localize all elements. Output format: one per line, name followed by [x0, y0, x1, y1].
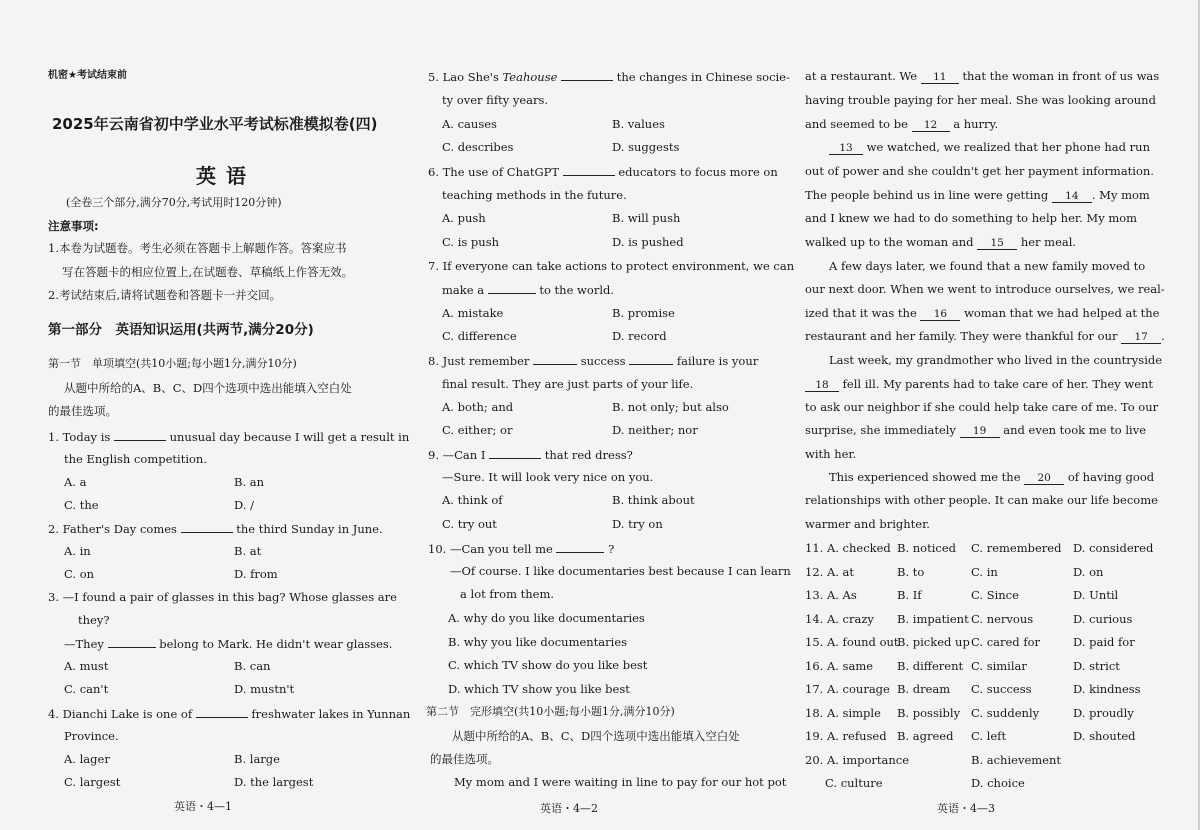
cloze-option-d[interactable]: D. strict [1073, 658, 1120, 673]
question-9: 9. —Can I that red dress? [428, 448, 633, 462]
page-footer: 英语・4—1 [174, 800, 232, 813]
column-1 [48, 0, 411, 830]
question-7: 7. If everyone can take actions to protect environment, we can [428, 259, 795, 273]
passage-line: with her. [805, 447, 857, 461]
cloze-option-c[interactable]: C. nervous [971, 611, 1034, 626]
cloze-option-c[interactable]: C. in [971, 564, 998, 579]
question-line: teaching methods in the future. [442, 188, 627, 202]
cloze-blank-18[interactable]: 18 [805, 379, 839, 392]
option-c[interactable]: C. which TV show do you like best [448, 658, 648, 672]
passage-line: My mom and I were waiting in line to pay for our hot pot [454, 775, 787, 789]
passage-line: ized that it was the 16 woman that we had helped at the [805, 306, 1160, 320]
cloze-option-c[interactable]: C. success [971, 682, 1032, 696]
subject-title: 英语 [196, 164, 256, 188]
option-b[interactable]: B. think about [612, 493, 695, 507]
answer-blank[interactable] [533, 352, 577, 365]
page-footer: 英语・4—2 [540, 802, 598, 815]
option-d[interactable]: D. / [234, 498, 254, 512]
cloze-option-a[interactable]: 19. A. refused [805, 729, 887, 743]
cloze-option-a[interactable]: 16. A. same [805, 658, 874, 673]
passage-line: walked up to the woman and 15 her meal. [805, 235, 1077, 249]
cloze-option-c[interactable]: C. Since [971, 588, 1019, 602]
part1-title: 第一部分 英语知识运用(共两节,满分20分) [48, 322, 314, 338]
cloze-option-d[interactable]: D. curious [1073, 611, 1133, 626]
option-a[interactable]: A. both; and [442, 400, 514, 414]
passage-line: 13 we watched, we realized that her phone had run [829, 139, 1150, 155]
option-d[interactable]: D. neither; nor [612, 423, 698, 437]
cloze-option-a[interactable]: 18. A. simple [805, 705, 881, 720]
cloze-option-a[interactable]: 12. A. at [805, 564, 855, 579]
cloze-option-c[interactable]: C. suddenly [971, 705, 1040, 720]
answer-blank[interactable] [488, 281, 536, 294]
section2-instruction: 的最佳选项。 [430, 752, 499, 766]
cloze-option-d[interactable]: D. choice [971, 776, 1025, 790]
option-a[interactable]: A. think of [442, 493, 503, 507]
passage-line: A few days later, we found that a new family moved to [829, 259, 1146, 273]
option-b[interactable]: B. why you like documentaries [448, 635, 628, 649]
option-c[interactable]: C. either; or [442, 423, 513, 437]
option-d[interactable]: D. from [234, 567, 278, 581]
cloze-option-b[interactable]: B. If [897, 588, 922, 602]
option-d[interactable]: D. record [612, 329, 667, 343]
cloze-blank-12[interactable]: 12 [912, 119, 950, 132]
cloze-blank-17[interactable]: 17 [1121, 331, 1161, 344]
question-line: final result. They are just parts of your life. [442, 377, 694, 391]
question-8: 8. Just remember success failure is your [428, 354, 759, 368]
option-b[interactable]: B. can [234, 659, 271, 673]
question-10: 10. —Can you tell me ? [428, 542, 615, 556]
passage-line: to ask our neighbor if she could help take care of me. To our [805, 400, 1159, 414]
option-d[interactable]: D. mustn't [234, 682, 295, 696]
cloze-option-a[interactable]: 20. A. importance [805, 752, 910, 767]
question-line: ty over fifty years. [442, 93, 549, 107]
option-a[interactable]: A. why do you like documentaries [448, 611, 645, 625]
passage-line: and seemed to be 12 a hurry. [805, 117, 999, 131]
cloze-option-c[interactable]: C. left [971, 729, 1007, 743]
option-a[interactable]: A. push [442, 211, 486, 225]
option-c[interactable]: C. the [64, 498, 99, 512]
exam-title: 2025年云南省初中学业水平考试标准模拟卷(四) [52, 115, 378, 133]
cloze-option-b[interactable]: B. achievement [971, 752, 1061, 767]
passage-line: surprise, she immediately 19 and even took me to live [805, 423, 1147, 437]
option-b[interactable]: B. large [234, 752, 280, 766]
passage-line: The people behind us in line were getting 14 . My mom [805, 188, 1150, 202]
passage-line: and I knew we had to do something to help her. My mom [805, 211, 1138, 225]
answer-blank[interactable] [556, 540, 604, 553]
section2-title: 第二节 完形填空(共10小题;每小题1分,满分10分) [426, 705, 675, 718]
section2-instruction: 从题中所给的A、B、C、D四个选项中选出能填入空白处 [452, 729, 740, 743]
cloze-option-b[interactable]: B. agreed [897, 729, 954, 743]
option-c[interactable]: C. on [64, 567, 95, 581]
option-d[interactable]: D. try on [612, 517, 663, 531]
cloze-option-b[interactable]: B. picked up [897, 635, 970, 649]
option-b[interactable]: B. values [612, 117, 665, 131]
answer-blank[interactable] [629, 352, 673, 365]
option-d[interactable]: D. is pushed [612, 235, 684, 249]
passage-line: restaurant and her family. They were thankful for our 17 . [805, 329, 1165, 343]
question-2: 2. Father's Day comes the third Sunday in June. [48, 522, 383, 536]
page-footer: 英语・4—3 [937, 802, 995, 815]
notice-line: 1.本卷为试题卷。考生必须在答题卡上解题作答。答案应书 [48, 241, 347, 255]
cloze-option-c[interactable]: C. culture [825, 776, 883, 790]
option-d[interactable]: D. the largest [234, 775, 314, 789]
cloze-option-d[interactable]: D. kindness [1073, 682, 1141, 696]
question-5: 5. Lao She's Teahouse the changes in Chinese socie- [428, 70, 790, 84]
cloze-blank-14[interactable]: 14 [1052, 190, 1092, 203]
option-b[interactable]: B. at [234, 544, 262, 558]
option-c[interactable]: C. largest [64, 775, 121, 789]
question-line: they? [78, 613, 110, 627]
option-a[interactable]: A. must [64, 659, 109, 673]
cloze-option-b[interactable]: B. possibly [897, 705, 961, 720]
notice-line: 2.考试结束后,请将试题卷和答题卡一并交回。 [48, 288, 282, 302]
section1-instruction: 从题中所给的A、B、C、D四个选项中选出能填入空白处 [64, 381, 352, 395]
option-a[interactable]: A. mistake [442, 306, 504, 320]
passage-line: Last week, my grandmother who lived in the countryside [829, 353, 1163, 367]
cloze-option-b[interactable]: B. different [897, 658, 964, 673]
notice-line: 写在答题卡的相应位置上,在试题卷、草稿纸上作答无效。 [62, 265, 354, 279]
option-d[interactable]: D. which TV show you like best [448, 682, 630, 696]
section1-instruction: 的最佳选项。 [48, 404, 117, 418]
cloze-option-b[interactable]: B. dream [897, 682, 951, 696]
cloze-option-d[interactable]: D. Until [1073, 588, 1119, 602]
cloze-option-a[interactable]: 15. A. found out [805, 635, 899, 649]
passage-line: at a restaurant. We 11 that the woman in front of us was [805, 69, 1160, 83]
answer-blank[interactable] [561, 68, 613, 81]
answer-blank[interactable] [489, 446, 541, 459]
option-a[interactable]: A. a [64, 475, 87, 489]
cloze-option-a[interactable]: 17. A. courage [805, 682, 890, 696]
cloze-option-b[interactable]: B. to [897, 564, 925, 579]
exam-info: (全卷三个部分,满分70分,考试用时120分钟) [66, 196, 282, 209]
answer-blank[interactable] [563, 163, 615, 176]
cloze-blank-19[interactable]: 19 [960, 425, 1000, 438]
cloze-blank-11[interactable]: 11 [921, 71, 959, 84]
option-b[interactable]: B. promise [612, 306, 675, 320]
option-c[interactable]: C. is push [442, 235, 500, 249]
option-b[interactable]: B. not only; but also [612, 400, 729, 414]
cloze-option-a[interactable]: 14. A. crazy [805, 611, 874, 626]
option-a[interactable]: A. in [64, 544, 91, 558]
cloze-option-d[interactable]: D. on [1073, 564, 1104, 579]
question-1: 1. Today is unusual day because I will get a result in [48, 430, 410, 444]
column-2 [426, 0, 795, 830]
cloze-blank-13[interactable]: 13 [829, 142, 863, 155]
cloze-option-a[interactable]: 13. A. As [805, 588, 857, 602]
option-d[interactable]: D. suggests [612, 140, 680, 154]
cloze-option-c[interactable]: C. similar [971, 658, 1027, 673]
notice-title: 注意事项: [48, 219, 99, 233]
option-b[interactable]: B. an [234, 475, 265, 489]
cloze-option-d[interactable]: D. considered [1073, 541, 1154, 555]
question-line: —Sure. It will look very nice on you. [442, 470, 654, 484]
passage-line: warmer and brighter. [805, 517, 930, 531]
answer-blank[interactable] [196, 705, 248, 718]
option-a[interactable]: A. causes [442, 117, 497, 131]
passage-line: 18 fell ill. My parents had to take care of her. They went [805, 376, 1153, 392]
option-c[interactable]: C. difference [442, 329, 517, 343]
answer-blank[interactable] [181, 520, 233, 533]
question-line: —They belong to Mark. He didn't wear glasses. [64, 637, 393, 651]
question-line: a lot from them. [460, 587, 555, 601]
question-line: the English competition. [64, 452, 207, 466]
option-c[interactable]: C. can't [64, 682, 109, 696]
option-b[interactable]: B. will push [612, 211, 681, 225]
cloze-option-d[interactable]: D. paid for [1073, 635, 1135, 649]
passage-line: our next door. When we went to introduce ourselves, we real- [805, 282, 1165, 296]
passage-line: having trouble paying for her meal. She was looking around [805, 93, 1156, 107]
answer-blank[interactable] [108, 635, 156, 648]
cloze-option-c[interactable]: C. remembered [971, 541, 1062, 555]
cloze-blank-20[interactable]: 20 [1024, 472, 1064, 485]
question-line: Province. [64, 729, 119, 743]
question-4: 4. Dianchi Lake is one of freshwater lakes in Yunnan [48, 707, 411, 721]
option-c[interactable]: C. describes [442, 140, 514, 154]
cloze-option-d[interactable]: D. shouted [1073, 729, 1136, 743]
cloze-blank-16[interactable]: 16 [920, 308, 960, 321]
passage-line: relationships with other people. It can make our life become [805, 493, 1158, 507]
question-line: make a to the world. [442, 283, 615, 297]
option-c[interactable]: C. try out [442, 517, 497, 531]
cloze-blank-15[interactable]: 15 [977, 237, 1017, 250]
question-line: —Of course. I like documentaries best because I can learn [450, 564, 791, 578]
question-6: 6. The use of ChatGPT educators to focus more on [428, 165, 778, 179]
cloze-option-a[interactable]: 11. A. checked [805, 541, 891, 555]
option-a[interactable]: A. lager [64, 752, 110, 766]
cloze-option-c[interactable]: C. cared for [971, 635, 1040, 649]
question-3: 3. —I found a pair of glasses in this bag? Whose glasses are [48, 590, 397, 604]
passage-line: This experienced showed me the 20 of having good [829, 470, 1155, 484]
section1-title: 第一节 单项填空(共10小题;每小题1分,满分10分) [48, 357, 297, 370]
cloze-option-b[interactable]: B. noticed [897, 541, 956, 555]
passage-line: out of power and she couldn't get her payment information. [805, 164, 1154, 178]
column-3 [805, 0, 1165, 830]
cloze-option-b[interactable]: B. impatient [897, 611, 969, 626]
confidential-mark: 机密★考试结束前 [48, 70, 127, 81]
cloze-option-d[interactable]: D. proudly [1073, 705, 1134, 720]
answer-blank[interactable] [114, 428, 166, 441]
